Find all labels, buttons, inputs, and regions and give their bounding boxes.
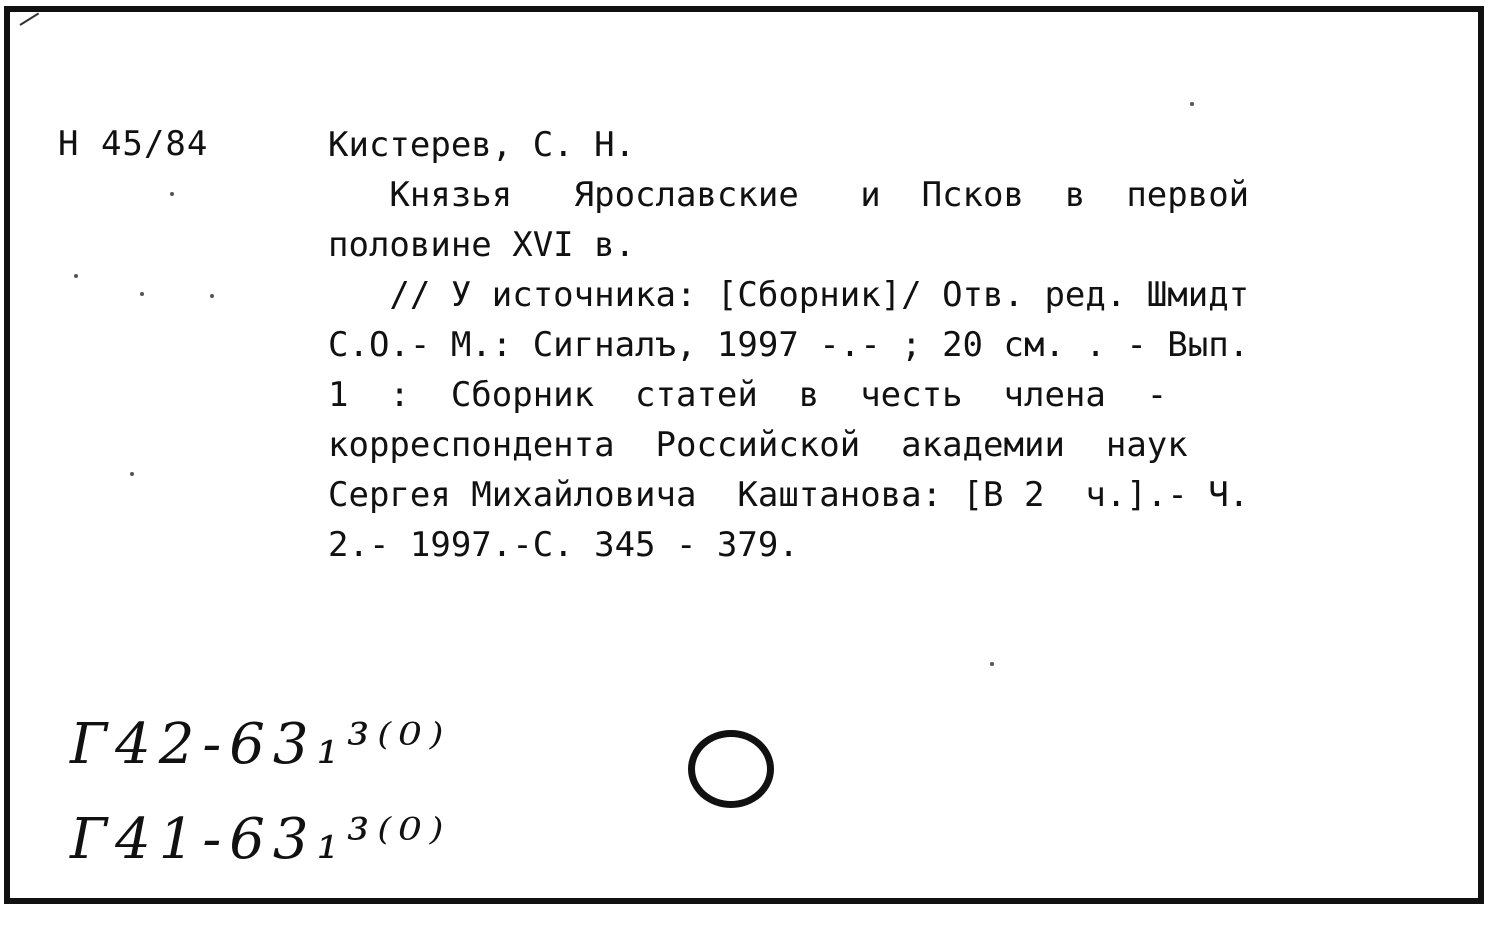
entry-author: Кистерев, С. Н. — [328, 125, 636, 165]
punched-hole-circle — [688, 730, 774, 808]
scan-speck — [210, 294, 214, 298]
scan-speck — [140, 292, 144, 296]
handwritten-classification-1: Г42-63₁³⁽⁰⁾ — [70, 712, 452, 777]
scan-speck — [1190, 102, 1194, 106]
handwritten-classification-2: Г41-63₁³⁽⁰⁾ — [70, 807, 452, 872]
entry-pages-line: 2.- 1997.-С. 345 - 379. — [328, 525, 799, 565]
bibliographic-entry — [328, 120, 1438, 570]
catalog-card — [4, 6, 1484, 904]
scan-speck — [130, 472, 134, 476]
scan-speck — [170, 192, 174, 196]
scan-speck — [74, 274, 78, 278]
scan-speck — [990, 662, 994, 666]
entry-title-line: половине XVI в. — [328, 225, 636, 265]
corner-mark — [19, 12, 39, 25]
entry-source-line: С.О.- М.: Сигналъ, 1997 -.- ; 20 см. . - Вып. — [328, 325, 1250, 365]
entry-title-line: Князья Ярославские и Псков в первой — [328, 175, 1250, 215]
entry-source-line: Сергея Михайловича Каштанова: [В 2 ч.].- Ч. — [328, 475, 1250, 515]
entry-source-line: 1 : Сборник статей в честь члена - — [328, 375, 1168, 415]
entry-source-line: корреспондента Российской академии наук — [328, 425, 1188, 465]
shelfmark: Н 45/84 — [58, 124, 209, 164]
entry-source-line: // У источника: [Сборник]/ Отв. ред. Шмидт — [328, 275, 1250, 315]
